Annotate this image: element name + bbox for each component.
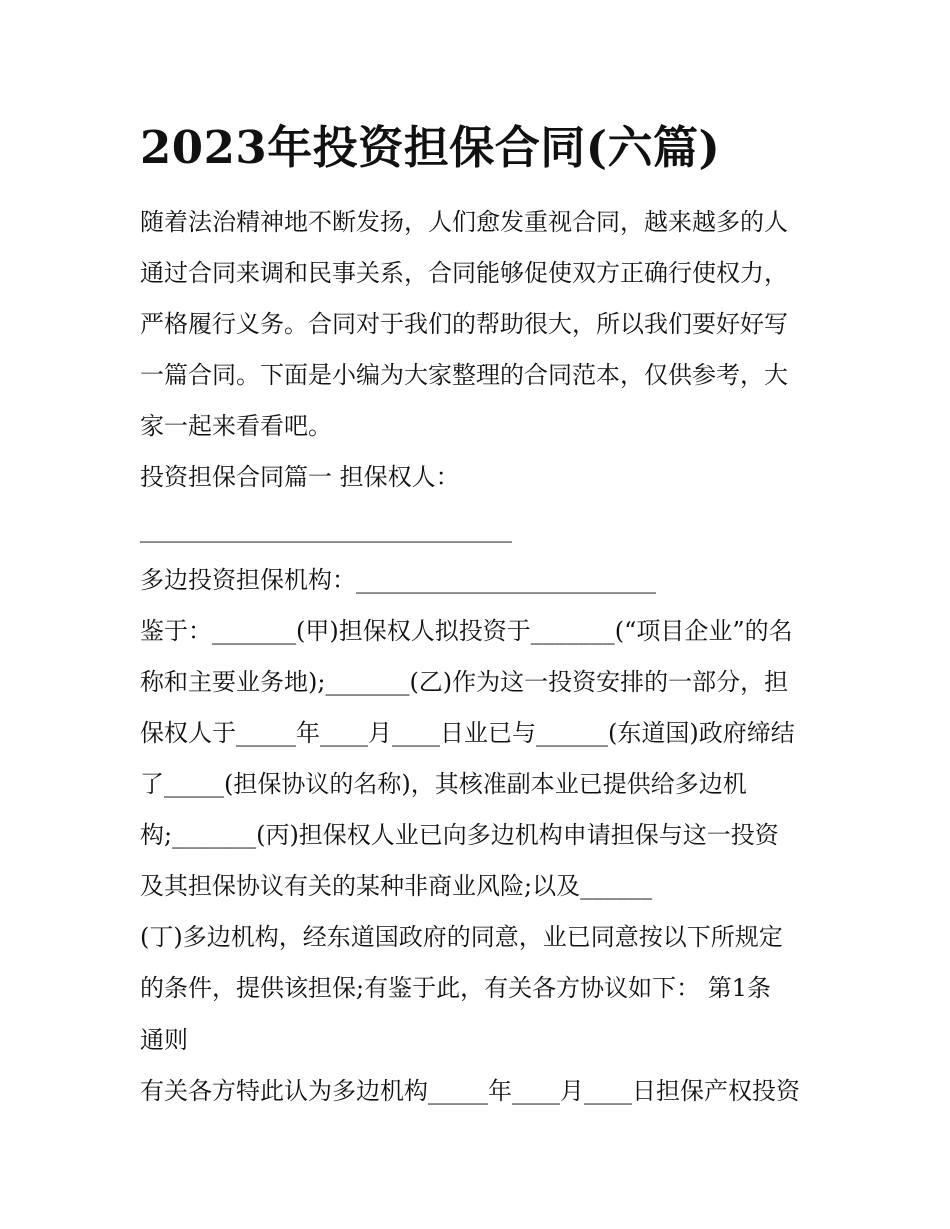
document-body bbox=[140, 197, 815, 1117]
body-line: 及其担保协议有关的某种非商业风险;以及______ bbox=[140, 872, 653, 901]
body-line: 通过合同来调和民事关系，合同能够促使双方正确行使权力， bbox=[140, 259, 788, 288]
body-line: 有关各方特此认为多边机构_____年____月____日担保产权投资 bbox=[140, 1076, 800, 1105]
body-line: 家一起来看看吧。 bbox=[140, 412, 332, 441]
body-line: 多边投资担保机构：_________________________ bbox=[140, 565, 656, 594]
body-line: 称和主要业务地);_______(乙)作为这一投资安排的一部分，担 bbox=[140, 667, 789, 696]
body-line: 保权人于_____年____月____日业已与______(东道国)政府缔结 bbox=[140, 718, 795, 747]
blank-fill-line: _______________________________ bbox=[140, 514, 512, 543]
body-line: 一篇合同。下面是小编为大家整理的合同范本，仅供参考，大 bbox=[140, 361, 788, 390]
body-line: 的条件，提供该担保;有鉴于此，有关各方协议如下： 第1条 bbox=[140, 974, 771, 1003]
body-line: 随着法治精神地不断发扬，人们愈发重视合同，越来越多的人 bbox=[140, 208, 788, 236]
body-line: 鉴于：_______(甲)担保权人拟投资于_______(“项目企业”的名 bbox=[140, 616, 793, 645]
body-line: 构;_______(丙)担保权人业已向多边机构申请担保与这一投资 bbox=[140, 821, 779, 850]
section-heading-line: 投资担保合同篇一 担保权人： bbox=[140, 463, 460, 492]
body-line: 通则 bbox=[140, 1025, 188, 1054]
body-line: (丁)多边机构，经东道国政府的同意，业已同意按以下所规定 bbox=[140, 923, 783, 952]
document-title: 2023年投资担保合同(六篇) bbox=[140, 121, 721, 174]
body-line: 了_____(担保协议的名称)，其核准副本业已提供给多边机 bbox=[140, 770, 747, 799]
body-line: 严格履行义务。合同对于我们的帮助很大，所以我们要好好写 bbox=[140, 310, 788, 339]
